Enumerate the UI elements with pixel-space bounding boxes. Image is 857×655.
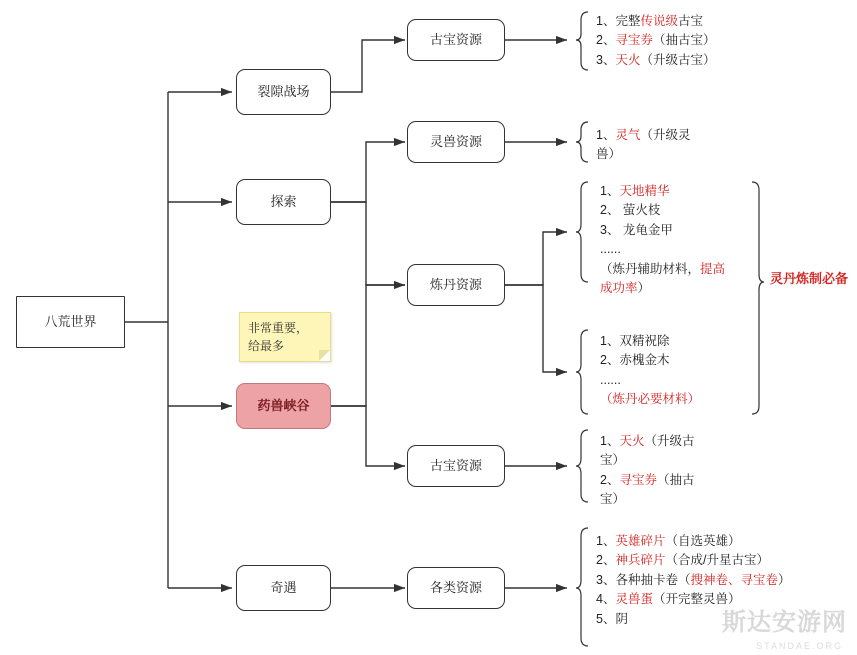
leaf-run: 4、 [596,592,616,607]
leaf-alchemy-primary [600,182,750,298]
leaf-line [596,31,826,50]
node-rift-label: 裂隙战场 [257,83,310,99]
leaf-run: 兽） [596,147,622,162]
leaf-line [596,532,852,551]
leaf-line [600,371,760,390]
leaf-run: 2、 萤火枝 [600,203,661,218]
leaf-run: 2、 [600,472,620,487]
leaf-line [596,12,826,31]
leaf-run: （抽古 [656,472,695,487]
leaf-line [600,351,760,370]
leaf-run: 宝） [600,453,626,468]
node-beast-resource-label: 灵兽资源 [429,133,482,149]
leaf-ancient-bottom [600,432,750,510]
leaf-run: 宝） [600,492,626,507]
node-ancient-resource-top[interactable] [407,19,505,61]
leaf-line [600,221,750,240]
leaf-run: 3、 龙龟金甲 [600,222,673,237]
node-adventure[interactable] [236,565,331,611]
node-root[interactable] [16,296,125,348]
leaf-run: ...... [600,242,621,257]
leaf-run: （升级古宝） [640,52,716,67]
leaf-line [600,182,750,201]
leaf-line [600,390,760,409]
leaf-run: 1、 [596,128,616,142]
leaf-run: 1、双精祝除 [600,334,670,348]
node-explore[interactable] [236,179,331,225]
leaf-run: （炼丹辅助材料， [600,261,701,276]
leaf-run: （抽古宝） [652,33,716,48]
leaf-line [600,201,750,220]
leaf-run-highlight: 灵兽蛋 [615,592,653,607]
side-label-alchemy-text: 灵丹炼制必备 [769,271,848,286]
node-rift[interactable] [236,69,331,115]
leaf-run-highlight: 寻宝券 [615,33,653,48]
leaf-run-highlight: 搜神卷、寻宝卷 [690,572,778,587]
leaf-line [600,432,750,451]
leaf-line [596,145,746,164]
leaf-run: ...... [600,372,621,387]
node-adventure-label: 奇遇 [270,579,297,595]
leaf-line [596,571,852,590]
leaf-run: （升级古 [644,434,695,448]
leaf-line [600,332,760,351]
leaf-run: 2、 [596,553,616,568]
node-ancient-resource-bottom-label: 古宝资源 [429,457,482,473]
leaf-run-highlight: 成功率 [600,280,638,295]
leaf-run-highlight: 神兵碎片 [615,553,666,568]
node-valley-label: 药兽峡谷 [257,397,310,413]
leaf-run: 1、 [600,434,620,448]
node-alchemy-resource[interactable] [407,264,505,306]
node-misc-resource-label: 各类资源 [429,579,482,595]
node-explore-label: 探索 [270,193,297,209]
node-beast-resource[interactable] [407,121,505,163]
leaf-run-highlight: 灵气 [615,128,641,142]
watermark-sub: STANDAE.ORG [756,641,843,651]
node-misc-resource[interactable] [407,567,505,609]
leaf-run: 3、 [596,52,616,67]
sticky-note [239,312,331,362]
leaf-run-highlight: 传说级 [640,14,678,28]
leaf-run: 5、阴 [596,611,628,626]
leaf-run-highlight: 天火 [619,434,645,448]
leaf-beast [596,126,746,165]
leaf-run: ） [637,280,651,295]
leaf-run: 2、 [596,33,616,48]
sticky-note-text: 非常重要， 给最多 [248,321,309,353]
node-ancient-resource-top-label: 古宝资源 [429,31,482,47]
leaf-line [600,490,750,509]
leaf-ancient-top [596,12,826,70]
leaf-run: ） [777,572,791,587]
leaf-line [600,240,750,259]
leaf-run: 古宝 [677,14,703,28]
node-valley[interactable] [236,383,331,429]
leaf-run: 1、完整 [596,14,641,28]
leaf-run-highlight: 提高 [700,261,726,276]
node-ancient-resource-bottom[interactable] [407,445,505,487]
side-label-alchemy [766,270,852,289]
leaf-line [596,51,826,70]
leaf-line [596,126,746,145]
leaf-run-highlight: 寻宝券 [619,472,657,487]
node-alchemy-resource-label: 炼丹资源 [429,276,482,292]
leaf-run: （合成/升星古宝） [665,553,769,568]
leaf-run-highlight: 英雄碎片 [615,534,666,548]
leaf-run-highlight: 天地精华 [619,184,670,198]
leaf-run: 1、 [596,534,616,548]
leaf-run: （自选英雄） [665,534,741,548]
watermark-main: 斯达安游网 [722,609,847,636]
leaf-line [600,471,750,490]
leaf-alchemy-required [600,332,760,410]
leaf-run: 2、赤槐金木 [600,353,670,368]
leaf-run-highlight: 天火 [615,52,641,67]
leaf-line [600,279,750,298]
leaf-line [600,451,750,470]
leaf-run: （升级灵 [640,128,691,142]
leaf-run-highlight: （炼丹必要材料） [600,392,701,407]
leaf-run: 1、 [600,184,620,198]
leaf-run: （开完整灵兽） [652,592,741,607]
node-root-label: 八荒世界 [44,313,97,329]
leaf-line [600,260,750,279]
leaf-run: 3、各种抽卡卷（ [596,572,691,587]
leaf-line [596,551,852,570]
